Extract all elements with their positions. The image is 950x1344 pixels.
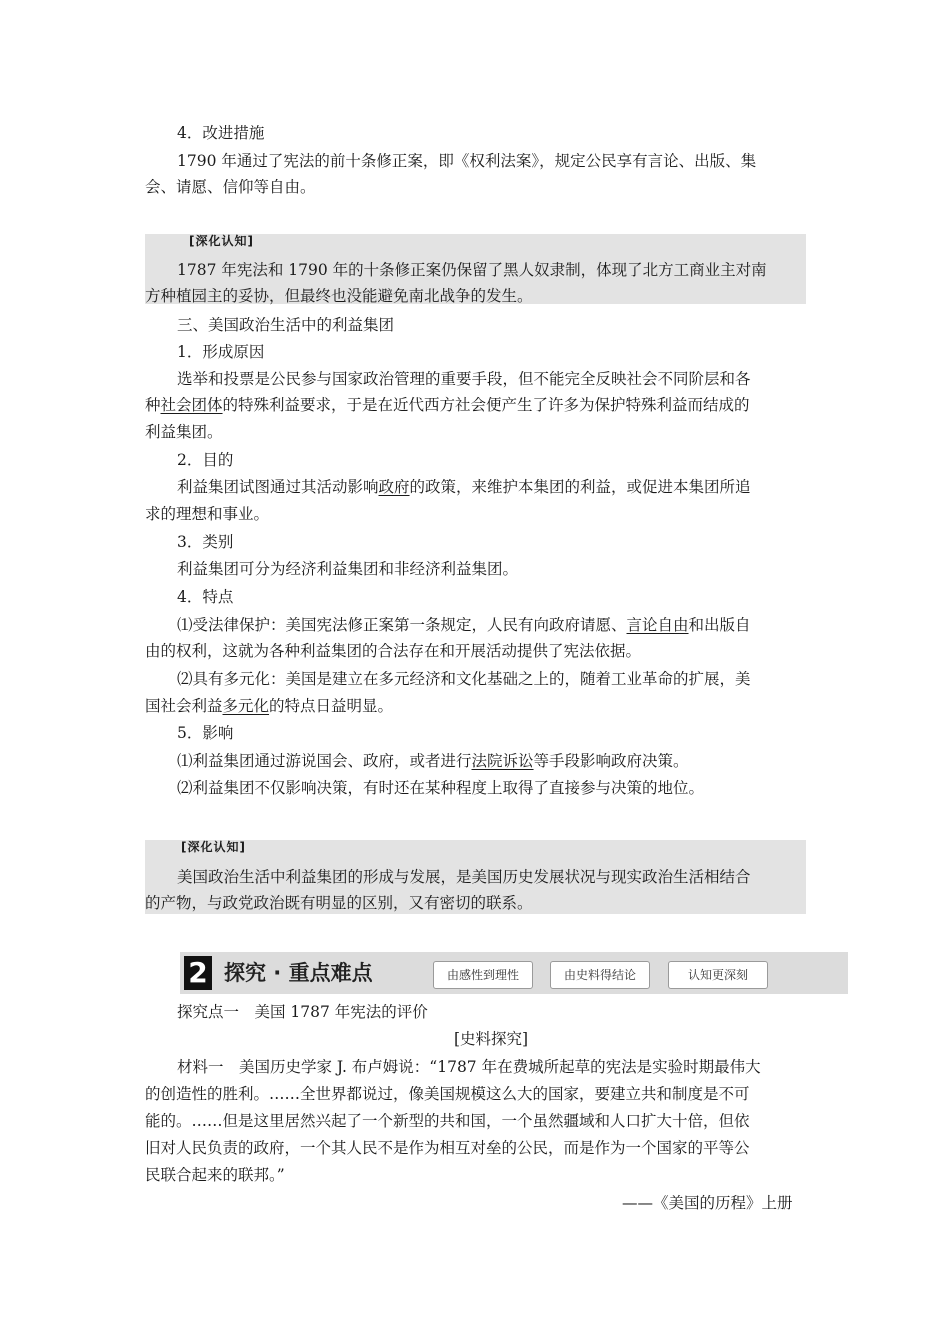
subheading-features: 4．特点	[177, 588, 234, 606]
citation-source: ——《美国的历程》上册	[622, 1194, 793, 1212]
banner-title: 探究 · 重点难点	[224, 961, 373, 985]
deepen-text-line: 1787 年宪法和 1790 年的十条修正案仍保留了黑人奴隶制，体现了北方工商业主对南	[177, 261, 767, 279]
keyword-underlined: 社会团体	[160, 396, 223, 414]
paragraph-line: 利益集团。	[145, 423, 223, 441]
banner-pill: 由感性到理性	[433, 961, 533, 989]
paragraph-line: ⑵利益集团不仅影响决策，有时还在某种程度上取得了直接参与决策的地位。	[177, 779, 705, 797]
source-exploration-label: [史料探究]	[454, 1030, 529, 1048]
paragraph-line: 选举和投票是公民参与国家政治管理的重要手段，但不能完全反映社会不同阶层和各	[177, 370, 751, 388]
paragraph-line	[177, 614, 751, 636]
paragraph-line	[145, 695, 393, 717]
material-line: 旧对人民负责的政府，一个其人民不是作为相互对垒的公民，而是作为一个国家的平等公	[145, 1139, 750, 1157]
banner-pill: 由史料得结论	[550, 961, 650, 989]
text-span: 等手段影响政府决策。	[533, 752, 689, 770]
text-span: ⑴利益集团通过游说国会、政府，或者进行	[177, 752, 472, 770]
paragraph-line: 会、请愿、信仰等自由。	[145, 178, 316, 196]
keyword-underlined: 法院诉讼	[471, 752, 534, 770]
deepen-text-line: 的产物，与政党政治既有明显的区别，又有密切的联系。	[145, 894, 533, 912]
text-span: 利益集团试图通过其活动影响	[177, 478, 379, 496]
text-span: 种	[145, 396, 161, 414]
subheading-purpose: 2．目的	[177, 451, 234, 469]
keyword-underlined: 多元化	[222, 697, 270, 715]
deepen-tag: [深化认知]	[189, 234, 254, 248]
paragraph-line	[177, 750, 689, 772]
paragraph-line: 求的理想和事业。	[145, 505, 270, 523]
text-span: 和出版自	[688, 616, 751, 634]
subheading-influence: 5．影响	[177, 724, 234, 742]
material-line: 材料一 美国历史学家 J. 布卢姆说：“1787 年在费城所起草的宪法是实验时期最伟大	[177, 1058, 761, 1076]
paragraph-line: ⑵具有多元化：美国是建立在多元经济和文化基础之上的，随着工业革命的扩展，美	[177, 670, 751, 688]
section-title: 三、美国政治生活中的利益集团	[177, 316, 395, 334]
paragraph-line	[145, 394, 750, 416]
text-span: ⑴受法律保护：美国宪法修正案第一条规定，人民有向政府请愿、	[177, 616, 627, 634]
text-span: 国社会利益	[145, 697, 223, 715]
material-line: 民联合起来的联邦。”	[145, 1166, 285, 1184]
text-span: 的特点日益明显。	[269, 697, 394, 715]
keyword-underlined: 言论自由	[626, 616, 689, 634]
explore-point-title: 探究点一 美国 1787 年宪法的评价	[177, 1003, 428, 1021]
material-line: 的创造性的胜利。……全世界都说过，像美国规模这么大的国家，要建立共和制度是不可	[145, 1085, 750, 1103]
banner-number: 2	[184, 956, 212, 990]
paragraph-line: 1790 年通过了宪法的前十条修正案，即《权利法案》，规定公民享有言论、出版、集	[177, 152, 757, 170]
deepen-tag: [深化认知]	[181, 840, 246, 854]
deepen-text-line: 方种植园主的妥协，但最终也没能避免南北战争的发生。	[145, 287, 533, 305]
paragraph-line: 利益集团可分为经济利益集团和非经济利益集团。	[177, 560, 519, 578]
text-span: 的特殊利益要求，于是在近代西方社会便产生了许多为保护特殊利益而结成的	[222, 396, 750, 414]
subheading-improvements: 4．改进措施	[177, 124, 265, 142]
deepen-text-line: 美国政治生活中利益集团的形成与发展，是美国历史发展状况与现实政治生活相结合	[177, 868, 751, 886]
subheading-cause: 1．形成原因	[177, 343, 265, 361]
banner-pill: 认知更深刻	[668, 961, 768, 989]
subheading-category: 3．类别	[177, 533, 234, 551]
material-line: 能的。……但是这里居然兴起了一个新型的共和国，一个虽然疆域和人口扩大十倍，但依	[145, 1112, 750, 1130]
paragraph-line	[177, 476, 751, 498]
text-span: 的政策，来维护本集团的利益，或促进本集团所追	[409, 478, 751, 496]
keyword-underlined: 政府	[378, 478, 410, 496]
paragraph-line: 由的权利，这就为各种利益集团的合法存在和开展活动提供了宪法依据。	[145, 642, 642, 660]
